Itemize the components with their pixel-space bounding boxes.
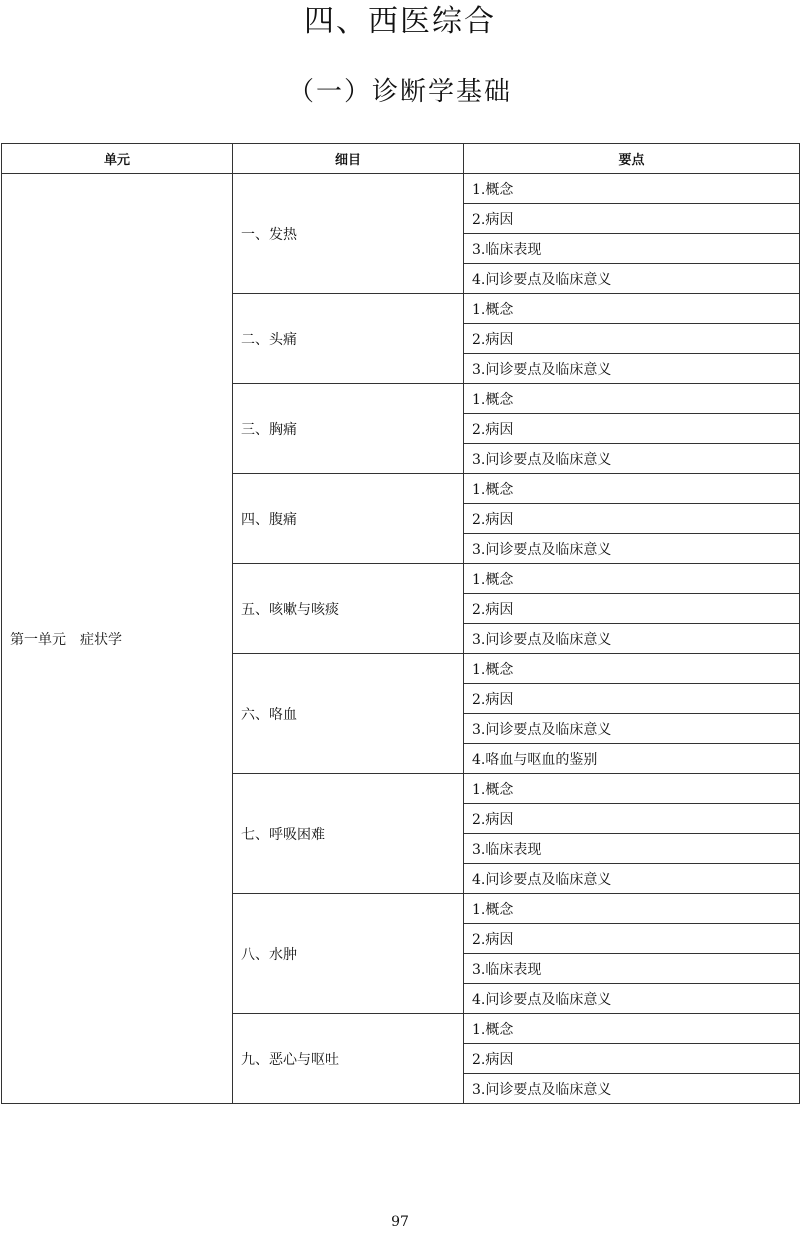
point-cell: 2.病因	[464, 1044, 800, 1074]
point-cell: 1.概念	[464, 774, 800, 804]
point-cell: 1.概念	[464, 294, 800, 324]
point-cell: 3.临床表现	[464, 954, 800, 984]
section-subtitle: （一）诊断学基础	[287, 77, 512, 107]
point-cell: 3.临床表现	[464, 834, 800, 864]
point-cell: 1.概念	[464, 564, 800, 594]
item-cell: 二、头痛	[233, 294, 464, 384]
point-cell: 2.病因	[464, 924, 800, 954]
point-cell: 3.问诊要点及临床意义	[464, 624, 800, 654]
point-cell: 4.问诊要点及临床意义	[464, 864, 800, 894]
item-cell: 八、水肿	[233, 894, 464, 1014]
point-cell: 2.病因	[464, 504, 800, 534]
item-cell: 五、咳嗽与咳痰	[233, 564, 464, 654]
point-cell: 1.概念	[464, 654, 800, 684]
table-row	[2, 174, 800, 204]
point-cell: 2.病因	[464, 594, 800, 624]
item-cell: 四、腹痛	[233, 474, 464, 564]
header-unit: 单元	[2, 144, 233, 174]
point-cell: 2.病因	[464, 204, 800, 234]
point-cell: 3.问诊要点及临床意义	[464, 354, 800, 384]
point-cell: 1.概念	[464, 174, 800, 204]
point-cell: 1.概念	[464, 894, 800, 924]
point-cell: 4.问诊要点及临床意义	[464, 264, 800, 294]
unit-cell: 第一单元 症状学	[2, 174, 233, 1104]
point-cell: 3.问诊要点及临床意义	[464, 444, 800, 474]
point-cell: 1.概念	[464, 474, 800, 504]
point-cell: 3.问诊要点及临床意义	[464, 534, 800, 564]
item-cell: 一、发热	[233, 174, 464, 294]
page-title: 四、西医综合	[304, 4, 496, 39]
table-body	[2, 174, 800, 1104]
page-number: 97	[391, 1214, 409, 1230]
item-cell: 九、恶心与呕吐	[233, 1014, 464, 1104]
header-item: 细目	[233, 144, 464, 174]
header-points: 要点	[464, 144, 800, 174]
point-cell: 3.临床表现	[464, 234, 800, 264]
syllabus-table	[1, 143, 800, 1104]
point-cell: 4.问诊要点及临床意义	[464, 984, 800, 1014]
point-cell: 2.病因	[464, 414, 800, 444]
point-cell: 3.问诊要点及临床意义	[464, 714, 800, 744]
point-cell: 2.病因	[464, 684, 800, 714]
item-cell: 六、咯血	[233, 654, 464, 774]
point-cell: 1.概念	[464, 1014, 800, 1044]
point-cell: 2.病因	[464, 324, 800, 354]
point-cell: 3.问诊要点及临床意义	[464, 1074, 800, 1104]
point-cell: 1.概念	[464, 384, 800, 414]
item-cell: 七、呼吸困难	[233, 774, 464, 894]
table-header-row	[2, 144, 800, 174]
point-cell: 2.病因	[464, 804, 800, 834]
point-cell: 4.咯血与呕血的鉴别	[464, 744, 800, 774]
item-cell: 三、胸痛	[233, 384, 464, 474]
